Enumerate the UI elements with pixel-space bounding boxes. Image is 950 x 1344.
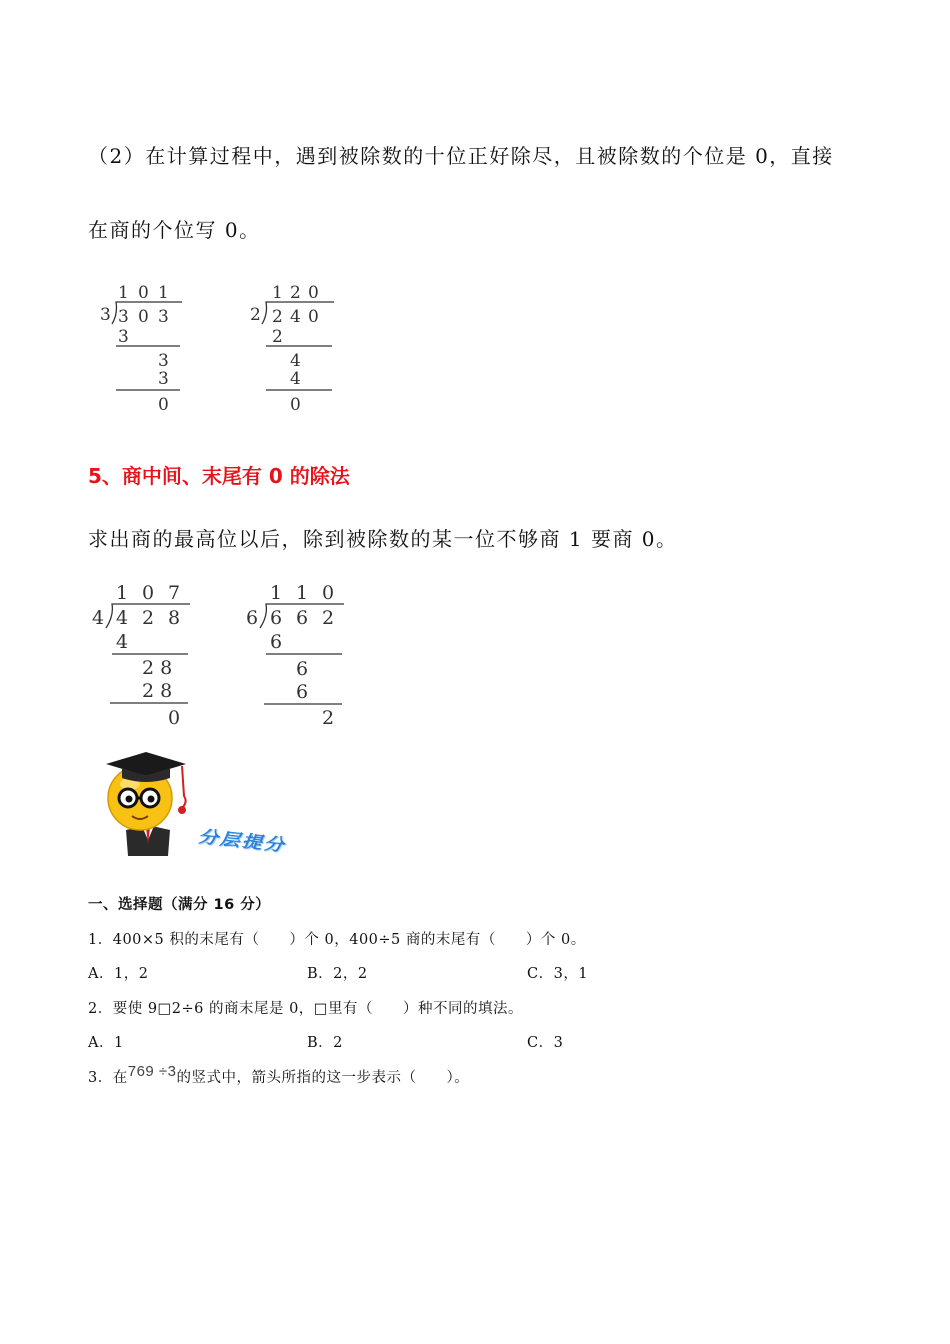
step-product: 3 (158, 369, 169, 389)
question-3-suffix: 的竖式中，箭头所指的这一步表示（ ）。 (176, 1070, 470, 1086)
quotient-digit: 0 (142, 582, 155, 604)
long-division-428-by-4 (88, 580, 208, 730)
question-1-option-c[interactable]: C．3，1 (527, 966, 589, 982)
final-remainder: 0 (168, 707, 181, 729)
quotient-digit: 0 (308, 283, 319, 303)
question-3-math: 769 ÷3 (127, 1063, 177, 1080)
question-1-option-b[interactable]: B．2，2 (307, 966, 368, 982)
long-division-303-by-3 (94, 280, 204, 420)
step-product: 6 (270, 631, 283, 653)
dividend-digit: 6 (296, 607, 309, 629)
step-product: 4 (116, 631, 129, 653)
question-1-option-a[interactable]: A．1，2 (88, 966, 149, 982)
quotient-digit: 2 (290, 283, 301, 303)
dividend-digit: 2 (272, 307, 283, 327)
question-2-option-a[interactable]: A．1 (88, 1035, 124, 1051)
divisor: 2 (250, 305, 261, 325)
quotient-digit: 1 (296, 582, 309, 604)
dividend-digit: 0 (308, 307, 319, 327)
quotient-digit: 7 (168, 582, 181, 604)
dividend-digit: 3 (158, 307, 169, 327)
final-remainder: 0 (158, 395, 169, 415)
step-product: 2 (272, 327, 283, 347)
step-product: 3 (118, 327, 129, 347)
quotient-digit: 0 (322, 582, 335, 604)
practice-wordart-label (198, 826, 308, 866)
step-product: 6 (296, 681, 309, 703)
dividend-digit: 3 (118, 307, 129, 327)
quotient-digit: 1 (118, 283, 129, 303)
step-remainder: 6 (296, 658, 309, 680)
final-remainder: 0 (290, 395, 301, 415)
question-2-option-c[interactable]: C．3 (527, 1035, 564, 1051)
dividend-digit: 0 (138, 307, 149, 327)
dividend-digit: 2 (142, 607, 155, 629)
divisor: 3 (100, 305, 111, 325)
final-remainder: 2 (322, 707, 335, 729)
step-product: 2 8 (142, 680, 173, 702)
practice-wordart-text: 分层提分 (197, 825, 287, 856)
paragraph-line-1: （2）在计算过程中，遇到被除数的十位正好除尽，且被除数的个位是 0，直接 (88, 144, 834, 168)
dividend-digit: 8 (168, 607, 181, 629)
step-remainder: 2 8 (142, 657, 173, 679)
section-5-title: 5、商中间、末尾有 0 的除法 (88, 464, 350, 488)
question-2-option-b[interactable]: B．2 (307, 1035, 343, 1051)
question-2-text: 2．要使 9□2÷6 的商末尾是 0，□里有（ ）种不同的填法。 (88, 1001, 524, 1017)
section-5-description: 求出商的最高位以后，除到被除数的某一位不够商 1 要商 0。 (88, 527, 678, 551)
dividend-digit: 4 (116, 607, 129, 629)
question-3-text (88, 1063, 470, 1087)
quotient-digit: 1 (116, 582, 129, 604)
question-3-prefix: 3．在 (88, 1070, 128, 1086)
paragraph-line-2: 在商的个位写 0。 (88, 218, 261, 242)
step-remainder: 3 (158, 351, 169, 371)
dividend-digit: 6 (270, 607, 283, 629)
divisor: 4 (92, 607, 105, 629)
long-division-662-by-6 (242, 580, 362, 730)
divisor: 6 (246, 607, 259, 629)
quiz-section-title: 一、选择题（满分 16 分） (88, 897, 271, 913)
quotient-digit: 1 (272, 283, 283, 303)
question-1-text: 1．400×5 积的末尾有（ ）个 0，400÷5 商的末尾有（ ）个 0。 (88, 932, 586, 948)
dividend-digit: 4 (290, 307, 301, 327)
step-product: 4 (290, 369, 301, 389)
quotient-digit: 1 (158, 283, 169, 303)
long-division-240-by-2 (246, 280, 356, 420)
quotient-digit: 0 (138, 283, 149, 303)
step-remainder: 4 (290, 351, 301, 371)
quotient-digit: 1 (270, 582, 283, 604)
dividend-digit: 2 (322, 607, 335, 629)
graduate-mascot-illustration (98, 748, 198, 860)
